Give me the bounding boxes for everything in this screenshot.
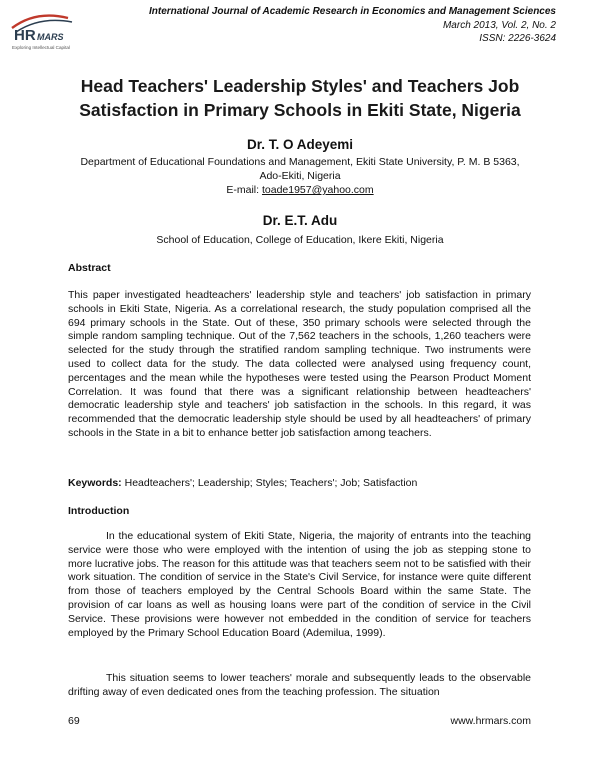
journal-name: International Journal of Academic Research in Economics and Management Sciences <box>149 6 556 17</box>
email-link[interactable]: toade1957@yahoo.com <box>261 184 374 196</box>
keywords-label: Keywords: <box>68 477 122 489</box>
svg-text:MARS: MARS <box>37 32 64 42</box>
introduction-heading: Introduction <box>68 505 130 517</box>
affiliation-line: School of Education, College of Education, Ikere Ekiti, Nigeria <box>156 234 444 246</box>
author-email <box>40 183 560 197</box>
logo-tagline: Exploring Intellectual Capital <box>12 45 70 50</box>
affiliation-line: Ado-Ekiti, Nigeria <box>259 170 341 182</box>
author-name: Dr. T. O Adeyemi <box>246 137 354 152</box>
journal-header <box>149 5 556 46</box>
affiliation-line: Department of Educational Foundations and Management, Ekiti State University, P. M. B 5363, <box>80 156 520 168</box>
email-label: E-mail: <box>226 184 260 196</box>
keywords <box>68 477 417 489</box>
hrmars-logo <box>6 8 86 52</box>
author-affiliation <box>40 155 560 197</box>
abstract-heading: Abstract <box>68 262 111 274</box>
introduction-paragraph: This situation seems to lower teachers' morale and subsequently leads to the observable drifting away of even dedicated ones from the teaching profession. The situation <box>68 672 531 698</box>
page-number: 69 <box>68 715 80 727</box>
paper-title: Head Teachers' Leadership Styles' and Teachers Job Satisfaction in Primary Schools in Ekiti State, Nigeria <box>79 76 521 120</box>
footer-website: www.hrmars.com <box>450 715 531 727</box>
hrmars-logo-graphic <box>6 8 86 52</box>
journal-issn: ISSN: 2226-3624 <box>479 33 556 44</box>
keywords-text: Headteachers'; Leadership; Styles; Teachers'; Job; Satisfaction <box>124 477 418 489</box>
author-name: Dr. E.T. Adu <box>262 213 338 228</box>
abstract-text: This paper investigated headteachers' leadership style and teachers' job satisfaction in primary schools in Ekiti State, Nigeria. As a correlational research, the study population comprised all the 694 primary schools in the State. Out of these, 350 primary schools were selected through the simple random sampling technique. Out of the 7,562 teachers in the schools, 1,260 teachers were selected for the study through the stratified random sampling technique. Two instruments were used to collect data for the study. The data collected were analysed using frequency count, percentages and the mean while the hypotheses were tested using the Pearson Product Moment Correlation. It was found that there was a significant relationship between headteachers' democratic leadership style and teachers' job satisfaction in the schools. In this regard, it was recommended that the democratic leadership style should be used by all headteachers' of primary schools in the State in a bit to enhance better job satisfaction among teachers. <box>68 289 531 439</box>
author-affiliation <box>40 233 560 247</box>
introduction-paragraph: In the educational system of Ekiti State, Nigeria, the majority of entrants into the teaching service were those who were employed with the intention of using the job as stepping stone to more lucrative jobs. The reason for this attitude was that teachers seem not to be satisfied with their work situation. The condition of service in the State's Civil Service, for instance were quite different from those of teachers employed by the Central Schools Board within the same State. The provision of car loans as well as housing loans were part of the condition of service in the Civil Service. These provisions were however not embedded in the condition of service for teachers employed by the Primary School Education Board (Ademilua, 1999). <box>68 530 531 639</box>
journal-issue: March 2013, Vol. 2, No. 2 <box>442 19 556 31</box>
logo-text: HR <box>14 27 36 44</box>
